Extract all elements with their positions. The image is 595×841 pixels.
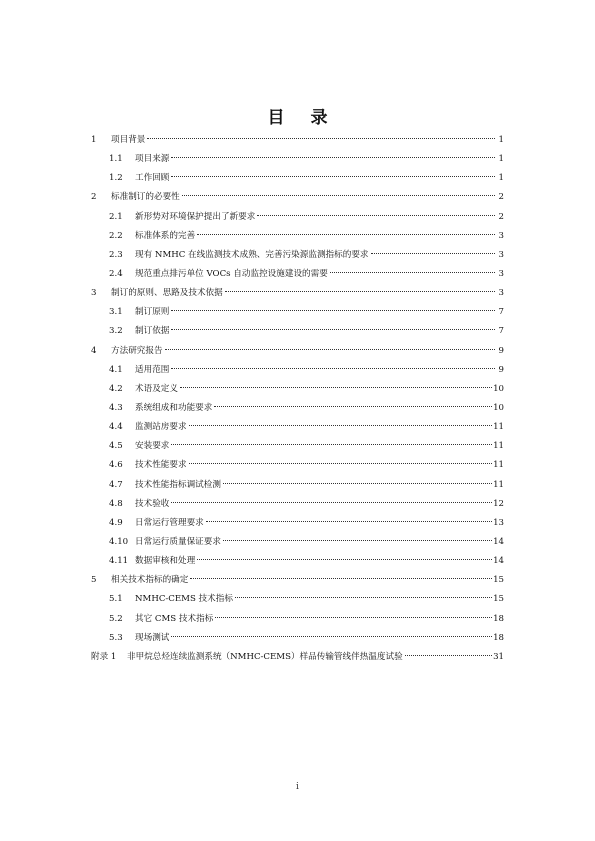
toc-entry-page: 3	[498, 268, 504, 279]
toc-dot-leader	[405, 655, 492, 656]
toc-entry-number: 5	[91, 575, 97, 586]
toc-entry-title: 技术性能要求	[135, 460, 187, 471]
toc-dot-leader	[225, 291, 495, 292]
toc-dot-leader	[165, 349, 495, 350]
toc-entry-title: 其它 CMS 技术指标	[135, 613, 214, 624]
toc-entry[interactable]	[91, 418, 504, 437]
page-title: 目录	[267, 108, 354, 128]
toc-entry-number: 4.9	[109, 517, 123, 528]
toc-entry[interactable]	[91, 188, 504, 207]
toc-entry-title: 适用范围	[135, 364, 170, 375]
toc-entry-number: 1.2	[109, 173, 123, 184]
toc-entry-title: 制订依据	[135, 326, 170, 337]
toc-entry[interactable]	[91, 380, 504, 399]
toc-entry-page: 14	[493, 556, 504, 567]
toc-appendix-entry[interactable]	[91, 648, 504, 667]
toc-entry[interactable]	[91, 590, 504, 609]
toc-entry-title: 项目背景	[111, 135, 146, 145]
toc-dot-leader	[147, 138, 495, 139]
toc-entry-page: 3	[498, 288, 504, 299]
toc-entry[interactable]	[91, 265, 504, 284]
toc-entry-page: 31	[493, 651, 504, 662]
toc-entry-number: 2	[91, 192, 97, 203]
page-number: i	[296, 782, 299, 792]
toc-entry-title: 非甲烷总烃连续监测系统（NMHC-CEMS）样品传输管线伴热温度试验	[127, 651, 403, 662]
toc-entry-number: 4	[91, 345, 97, 356]
toc-dot-leader	[330, 272, 495, 273]
toc-entry[interactable]	[91, 284, 504, 303]
toc-entry-page: 2	[498, 211, 504, 222]
toc-entry-page: 15	[493, 575, 504, 586]
toc-dot-leader	[189, 463, 492, 464]
toc-entry-title: 规范重点排污单位 VOCs 自动监控设施建设的需要	[135, 268, 328, 279]
toc-entry-page: 11	[493, 479, 504, 490]
toc-entry-title: 安装要求	[135, 441, 170, 452]
toc-entry-page: 11	[493, 422, 504, 433]
toc-entry-title: 日常运行管理要求	[135, 517, 204, 528]
toc-entry[interactable]	[91, 514, 504, 533]
toc-dot-leader	[223, 540, 492, 541]
toc-entry-page: 11	[493, 460, 504, 471]
toc-entry[interactable]	[91, 571, 504, 590]
toc-entry[interactable]	[91, 437, 504, 456]
toc-entry-number: 3.1	[109, 307, 123, 318]
toc-entry-title: 标准制订的必要性	[111, 192, 180, 203]
toc-entry-title: 新形势对环境保护提出了新要求	[135, 211, 256, 222]
toc-entry[interactable]	[91, 246, 504, 265]
toc-dot-leader	[171, 368, 495, 369]
toc-entry-title: 现有 NMHC 在线监测技术成熟、完善污染源监测指标的要求	[135, 249, 369, 260]
toc-entry-number: 4.8	[109, 498, 123, 509]
toc-entry-number: 1	[91, 135, 97, 145]
toc-dot-leader	[189, 425, 492, 426]
toc-entry[interactable]	[91, 399, 504, 418]
toc-entry[interactable]	[91, 629, 504, 648]
toc-entry[interactable]	[91, 361, 504, 380]
toc-entry-number: 2.4	[109, 268, 123, 279]
toc-dot-leader	[171, 502, 492, 503]
toc-entry-page: 1	[498, 173, 504, 184]
toc-entry-title: 术语及定义	[135, 383, 178, 394]
toc-dot-leader	[190, 578, 492, 579]
toc-dot-leader	[171, 329, 495, 330]
toc-entry-number: 5.1	[109, 594, 123, 605]
toc-entry-title: 项目来源	[135, 154, 170, 165]
toc-dot-leader	[235, 597, 492, 598]
toc-entry-number: 2.2	[109, 230, 123, 241]
toc-entry-page: 10	[493, 402, 504, 413]
toc-entry-number: 5.3	[109, 632, 123, 643]
toc-dot-leader	[171, 636, 492, 637]
toc-entry-page: 15	[493, 594, 504, 605]
toc-entry[interactable]	[91, 227, 504, 246]
toc-entry-title: 系统组成和功能要求	[135, 402, 213, 413]
toc-entry-title: 数据审核和处理	[135, 556, 196, 567]
toc-entry[interactable]	[91, 150, 504, 169]
toc-entry-number: 2.1	[109, 211, 123, 222]
toc-entry[interactable]	[91, 169, 504, 188]
toc-entry-title: 标准体系的完善	[135, 230, 196, 241]
toc-entry-page: 11	[493, 441, 504, 452]
toc-entry-number: 5.2	[109, 613, 123, 624]
toc-dot-leader	[206, 521, 492, 522]
toc-entry-number: 3.2	[109, 326, 123, 337]
toc-entry-number: 4.3	[109, 402, 123, 413]
toc-entry-number: 4.11	[109, 556, 129, 567]
toc-entry[interactable]	[91, 208, 504, 227]
toc-entry-page: 1	[498, 154, 504, 165]
toc-entry-number: 4.10	[109, 536, 129, 547]
toc-dot-leader	[171, 310, 495, 311]
toc-entry-page: 10	[493, 383, 504, 394]
toc-entry-page: 9	[498, 364, 504, 375]
toc-entry-number: 附录 1	[91, 651, 117, 662]
toc-entry-page: 18	[493, 613, 504, 624]
toc-entry-page: 1	[498, 135, 504, 145]
toc-entry-title: 制订的原则、思路及技术依据	[111, 288, 223, 299]
toc-entry-page: 18	[493, 632, 504, 643]
toc-dot-leader	[371, 253, 495, 254]
toc-entry-title: 监测站房要求	[135, 422, 187, 433]
toc-entry[interactable]	[91, 456, 504, 475]
toc-entry[interactable]	[91, 131, 504, 150]
toc-dot-leader	[171, 157, 495, 158]
toc-entry-title: 工作回顾	[135, 173, 170, 184]
toc-entry-number: 4.7	[109, 479, 123, 490]
toc-entry-page: 7	[498, 307, 504, 318]
toc-entry[interactable]	[91, 322, 504, 341]
toc-dot-leader	[214, 406, 492, 407]
toc-entry[interactable]	[91, 495, 504, 514]
toc-entry-number: 4.4	[109, 422, 123, 433]
toc-entry-title: 技术验收	[135, 498, 170, 509]
toc-entry-page: 13	[493, 517, 504, 528]
toc-entry-number: 1.1	[109, 154, 123, 165]
toc-entry-title: NMHC-CEMS 技术指标	[135, 594, 233, 605]
toc-dot-leader	[257, 215, 495, 216]
toc-entry-page: 9	[498, 345, 504, 356]
toc-entry[interactable]	[91, 476, 504, 495]
toc-entry-page: 2	[498, 192, 504, 203]
toc-dot-leader	[182, 195, 495, 196]
toc-entry[interactable]	[91, 533, 504, 552]
toc-entry-title: 相关技术指标的确定	[111, 575, 189, 586]
toc-dot-leader	[197, 234, 495, 235]
toc-entry-page: 3	[498, 249, 504, 260]
toc-entry[interactable]	[91, 303, 504, 322]
toc-entry-title: 制订原则	[135, 307, 170, 318]
toc-dot-leader	[223, 483, 492, 484]
toc-entry-page: 12	[493, 498, 504, 509]
toc-entry-number: 4.6	[109, 460, 123, 471]
toc-entry-number: 4.2	[109, 383, 123, 394]
toc-entry[interactable]	[91, 610, 504, 629]
toc-entry-number: 2.3	[109, 249, 123, 260]
toc-entry-page: 3	[498, 230, 504, 241]
toc-entry-number: 4.5	[109, 441, 123, 452]
toc-entry-title: 技术性能指标调试检测	[135, 479, 221, 490]
toc-entry-number: 3	[91, 288, 97, 299]
toc-dot-leader	[180, 387, 492, 388]
toc-entry-title: 现场测试	[135, 632, 170, 643]
toc-dot-leader	[171, 176, 495, 177]
table-of-contents	[91, 131, 504, 667]
toc-entry-page: 7	[498, 326, 504, 337]
toc-entry-page: 14	[493, 536, 504, 547]
toc-dot-leader	[215, 617, 492, 618]
toc-entry-title: 日常运行质量保证要求	[135, 536, 221, 547]
toc-entry[interactable]	[91, 552, 504, 571]
toc-entry-number: 4.1	[109, 364, 123, 375]
toc-dot-leader	[171, 444, 492, 445]
toc-dot-leader	[197, 559, 492, 560]
toc-entry-title: 方法研究报告	[111, 345, 163, 356]
toc-entry[interactable]	[91, 342, 504, 361]
